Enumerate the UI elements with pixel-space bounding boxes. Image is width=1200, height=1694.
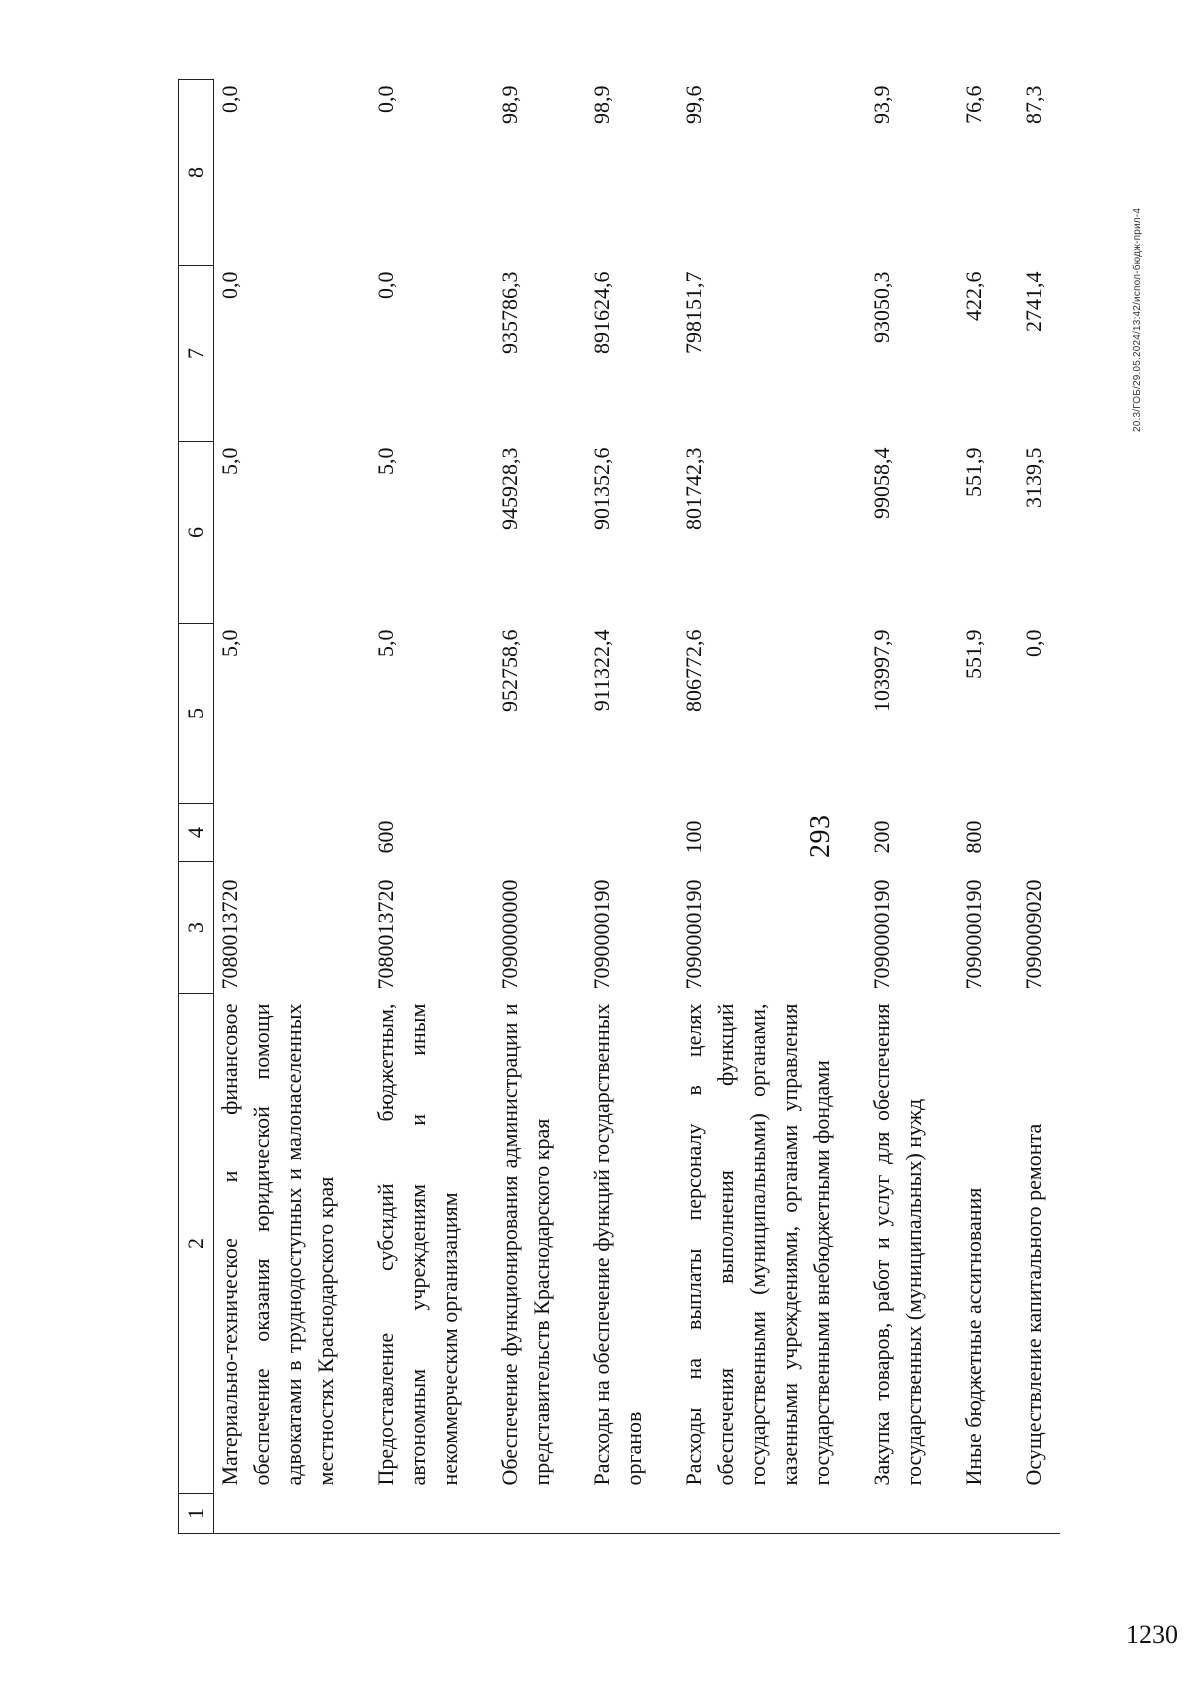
cell-value-7: 935786,3 — [497, 271, 522, 354]
column-header-1: 1 — [179, 1494, 214, 1534]
cell-name: Осуществление капитального ремонта — [1021, 1123, 1046, 1486]
cell-code: 7090009020 — [1021, 879, 1046, 990]
cell-value-5: 806772,6 — [681, 629, 706, 712]
cell-code: 7090000190 — [589, 879, 614, 990]
cell-value-7: 422,6 — [961, 271, 986, 321]
cell-code: 7090000190 — [869, 879, 894, 990]
cell-value-8: 87,3 — [1021, 85, 1046, 124]
cell-value-5: 0,0 — [1021, 629, 1046, 657]
cell-value-8: 93,9 — [869, 85, 894, 124]
sheet-number: 1230 — [1126, 1620, 1178, 1649]
cell-value-5: 5,0 — [373, 629, 398, 657]
column-header-3: 3 — [179, 862, 214, 994]
column-header-4: 4 — [179, 804, 214, 862]
cell-value-7: 2741,4 — [1021, 271, 1046, 332]
cell-name: Закупка товаров, работ и услуг для обеспечения государственных (муниципальных) нужд — [869, 1003, 926, 1486]
column-header-6: 6 — [179, 442, 214, 624]
table-row — [214, 80, 371, 1534]
cell-code: 7090000190 — [681, 879, 706, 990]
cell-code: 7080013720 — [217, 879, 242, 990]
document-reference: 20.3/ГОБ/29.05.2024/13:42/испол-бюдж-прил-4 — [1132, 207, 1143, 432]
table-row — [958, 80, 1018, 1534]
cell-kind — [214, 804, 371, 862]
cell-name: Расходы на обеспечение функций государственных органов — [589, 1003, 646, 1486]
cell-value-6: 5,0 — [217, 447, 242, 475]
cell-value-7: 0,0 — [373, 271, 398, 299]
budget-table — [178, 79, 1060, 1534]
table-row — [678, 80, 866, 1534]
cell-col1 — [1018, 1494, 1060, 1534]
column-header-7: 7 — [179, 266, 214, 442]
cell-kind: 200 — [869, 820, 894, 854]
cell-value-7: 891624,6 — [589, 271, 614, 354]
table-row — [1018, 80, 1060, 1534]
table-header-row — [179, 80, 214, 1534]
column-header-8: 8 — [179, 80, 214, 266]
cell-col1 — [958, 1494, 1018, 1534]
cell-value-6: 551,9 — [961, 447, 986, 497]
column-header-5: 5 — [179, 624, 214, 804]
cell-value-8: 0,0 — [373, 85, 398, 113]
cell-code: 7090000000 — [497, 879, 522, 990]
cell-value-8: 98,9 — [589, 85, 614, 124]
cell-value-8: 99,6 — [681, 85, 706, 124]
cell-value-7: 798151,7 — [681, 271, 706, 354]
cell-name: Расходы на выплаты персоналу в целях обеспечения выполнения функций государственными (муниципальными) органами, казенными учреждениями, органами управления государственными внебюджетными фондами — [681, 1003, 834, 1486]
cell-col1 — [866, 1494, 958, 1534]
cell-value-5: 911322,4 — [589, 629, 614, 712]
cell-value-8: 76,6 — [961, 85, 986, 124]
column-header-2: 2 — [179, 994, 214, 1494]
table-row — [370, 80, 494, 1534]
cell-value-5: 5,0 — [217, 629, 242, 657]
cell-kind — [494, 804, 586, 862]
cell-col1 — [214, 1494, 371, 1534]
cell-kind: 600 — [373, 820, 398, 854]
cell-value-5: 952758,6 — [497, 629, 522, 712]
cell-value-8: 98,9 — [497, 85, 522, 124]
cell-col1 — [586, 1494, 678, 1534]
cell-kind: 800 — [961, 820, 986, 854]
cell-code: 7080013720 — [373, 879, 398, 990]
cell-kind — [586, 804, 678, 862]
cell-kind: 100 — [681, 820, 706, 854]
cell-name: Обеспечение функционирования администрации и представительств Краснодарского края — [497, 1003, 554, 1486]
cell-value-7: 0,0 — [217, 271, 242, 299]
cell-kind — [1018, 804, 1060, 862]
cell-col1 — [678, 1494, 866, 1534]
cell-value-6: 945928,3 — [497, 447, 522, 530]
cell-name: Предоставление субсидий бюджетным, автономным учреждениям и иным некоммерческим организациям — [373, 1003, 462, 1486]
cell-name: Иные бюджетные ассигнования — [961, 1187, 986, 1486]
cell-name: Материально-техническое и финансовое обеспечение оказания юридической помощи адвокатами в труднодоступных и малонаселенных местностях Краснодарского края — [217, 1003, 338, 1486]
cell-value-6: 5,0 — [373, 447, 398, 475]
page-number: 293 — [805, 814, 836, 858]
table-row — [494, 80, 586, 1534]
cell-value-6: 801742,3 — [681, 447, 706, 530]
cell-value-8: 0,0 — [217, 85, 242, 113]
cell-value-7: 93050,3 — [869, 271, 894, 343]
cell-code: 7090000190 — [961, 879, 986, 990]
cell-value-6: 3139,5 — [1021, 447, 1046, 508]
cell-col1 — [494, 1494, 586, 1534]
cell-value-6: 99058,4 — [869, 447, 894, 519]
table-row — [866, 80, 958, 1534]
table-row — [586, 80, 678, 1534]
cell-col1 — [370, 1494, 494, 1534]
cell-value-6: 901352,6 — [589, 447, 614, 530]
cell-value-5: 551,9 — [961, 629, 986, 679]
cell-value-5: 103997,9 — [869, 629, 894, 712]
